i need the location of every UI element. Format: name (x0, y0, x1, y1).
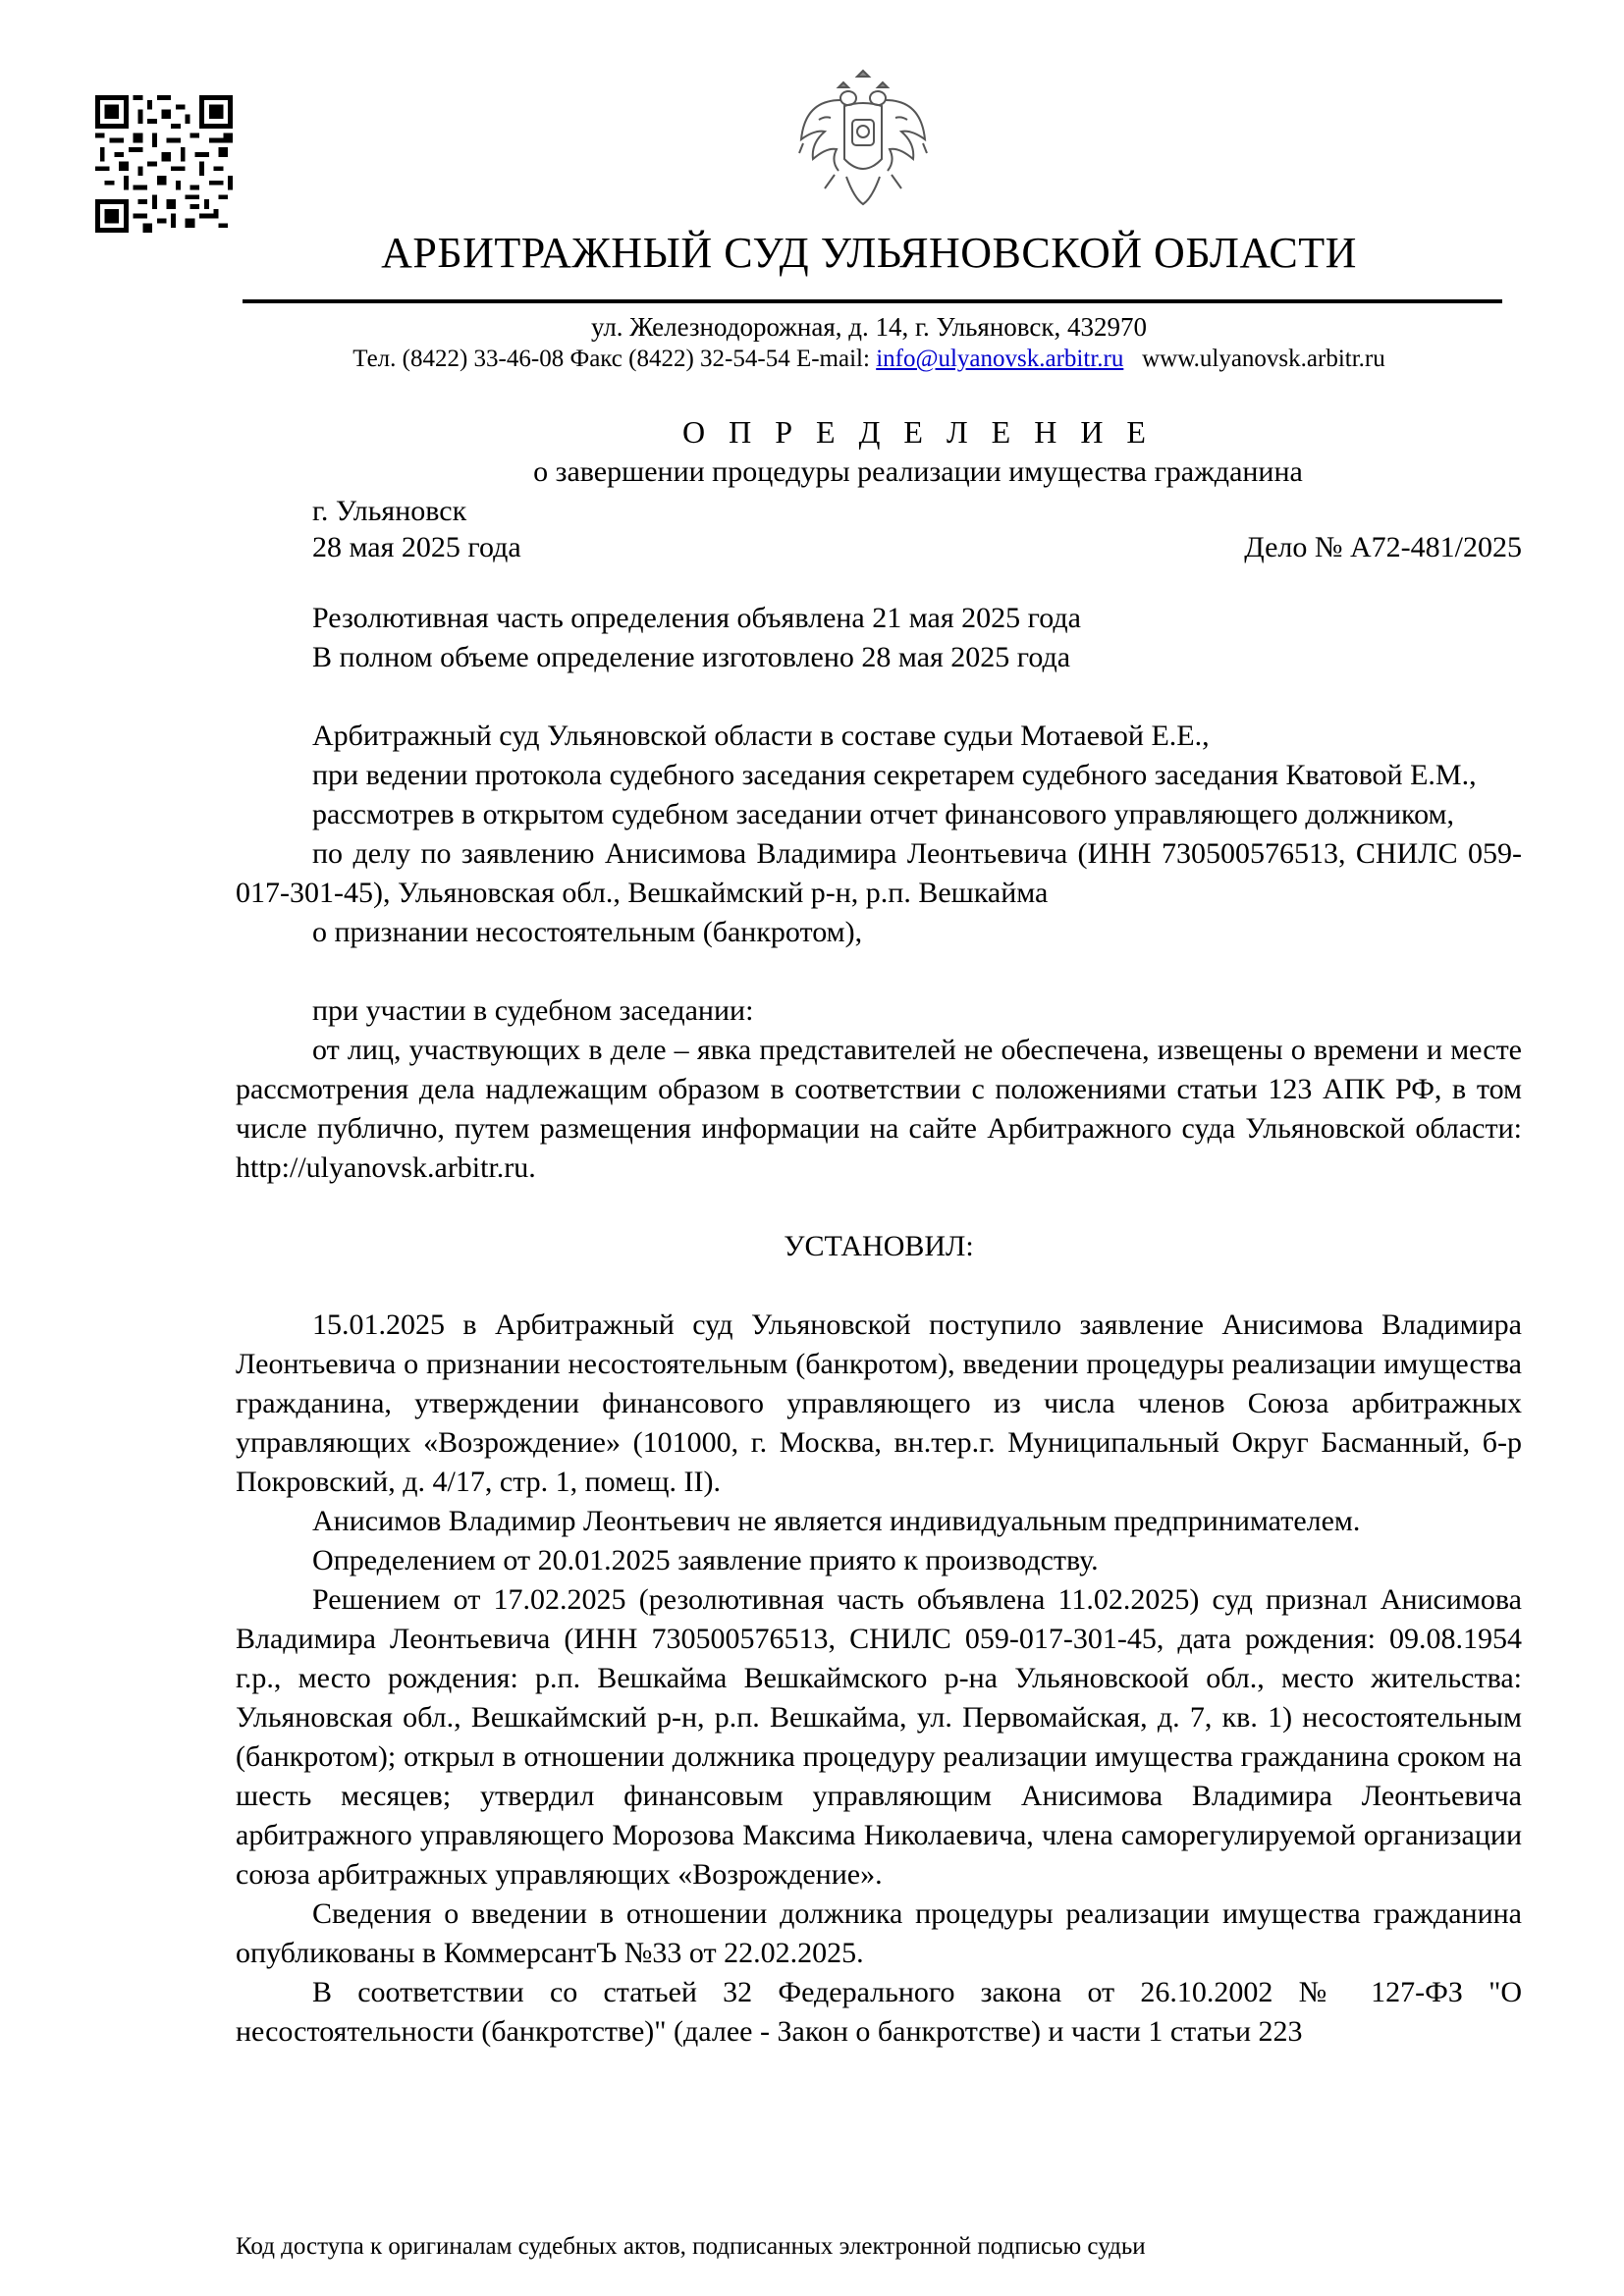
paragraph: В соответствии со статьей 32 Федерального закона от 26.10.2002 № 127-ФЗ "О несостоятельности (банкротстве)" (далее - Закон о банкротстве) и части 1 статьи 223 (236, 1976, 1522, 2048)
spacer (236, 1188, 1522, 1227)
court-name: АРБИТРАЖНЫЙ СУД УЛЬЯНОВСКОЙ ОБЛАСТИ (381, 229, 1357, 277)
section-heading-established: УСТАНОВИЛ: (784, 1230, 974, 1262)
spacer (236, 952, 1522, 991)
document-body (236, 599, 1522, 2052)
spacer (236, 1266, 1522, 1306)
email-link[interactable]: info@ulyanovsk.arbitr.ru (876, 346, 1124, 372)
document-type: О П Р Е Д Е Л Е Н И Е (682, 414, 1154, 450)
court-address: ул. Железнодорожная, д. 14, г. Ульяновск, 432970 (591, 312, 1147, 342)
document-city: г. Ульяновск (312, 495, 467, 527)
paragraph: Резолютивная часть определения объявлена 21 мая 2025 года (312, 602, 1081, 634)
contacts-phone-fax: Тел. (8422) 33-46-08 Факс (8422) 32-54-54 E-mail: (352, 346, 877, 372)
paragraph: Определением от 20.01.2025 заявление приято к производству. (312, 1544, 1099, 1576)
paragraph: от лиц, участвующих в деле – явка представителей не обеспечена, извещены о времени и месте рассмотрения дела надлежащим образом в соответствии с положениями статьи 123 АПК РФ, в том числе публично, путем размещения информации на сайте Арбитражного суда Ульяновской области: http://ulyanovsk.arbitr.ru. (236, 1034, 1522, 1184)
paragraph: В полном объеме определение изготовлено 28 мая 2025 года (312, 641, 1071, 673)
coat-of-arms-emblem (795, 61, 931, 210)
qr-code-icon (95, 95, 233, 233)
paragraph: при участии в судебном заседании: (312, 994, 754, 1027)
paragraph: о признании несостоятельным (банкротом), (312, 916, 863, 948)
footer-access-code-note: Код доступа к оригиналам судебных актов, подписанных электронной подписью судьи (236, 2233, 1146, 2260)
paragraph: Анисимов Владимир Леонтьевич не является индивидуальным предпринимателем. (312, 1505, 1361, 1537)
paragraph: при ведении протокола судебного заседания секретарем судебного заседания Кватовой Е.М., (312, 759, 1477, 791)
paragraph: Арбитражный суд Ульяновской области в составе судьи Мотаевой Е.Е., (312, 720, 1210, 752)
website-text: www.ulyanovsk.arbitr.ru (1142, 346, 1385, 372)
document-subtitle: о завершении процедуры реализации имущества гражданина (533, 455, 1303, 488)
paragraph: рассмотрев в открытом судебном заседании отчет финансового управляющего должником, (312, 798, 1454, 830)
paragraph: Решением от 17.02.2025 (резолютивная часть объявлена 11.02.2025) суд признал Анисимова Владимира Леонтьевича (ИНН 730500576513, СНИЛС 059-017-301-45, дата рождения: 09.08.1954 г.р., место рождения: р.п. Вешкайма Вешкаймского р-на Ульяновскоой обл., место жительства: Ульяновская обл., Вешкаймский р-н, р.п. Вешкайма, ул. Первомайская, д. 7, кв. 1) несостоятельным (банкротом); открыл в отношении должника процедуру реализации имущества гражданина сроком на шесть месяцев; утвердил финансовым управляющим Анисимова Владимира Леонтьевича арбитражного управляющего Морозова Максима Николаевича, члена саморегулируемой организации союза арбитражных управляющих «Возрождение». (236, 1583, 1522, 1891)
paragraph: 15.01.2025 в Арбитражный суд Ульяновской поступило заявление Анисимова Владимира Леонтьевича о признании несостоятельным (банкротом), введении процедуры реализации имущества гражданина, утверждении финансового управляющего из числа членов Союза арбитражных управляющих «Возрождение» (101000, г. Москва, вн.тер.г. Муниципальный Округ Басманный, б-р Покровский, д. 4/17, стр. 1, помещ. II). (236, 1308, 1522, 1498)
paragraph: по делу по заявлению Анисимова Владимира Леонтьевича (ИНН 730500576513, СНИЛС 059-017-301-45), Ульяновская обл., Вешкаймский р-н, р.п. Вешкайма (236, 837, 1522, 909)
court-contacts (236, 346, 1502, 373)
spacer (236, 677, 1522, 717)
paragraph: Сведения о введении в отношении должника процедуры реализации имущества гражданина опубликованы в КоммерсантЪ №33 от 22.02.2025. (236, 1897, 1522, 1969)
document-date: 28 мая 2025 года (312, 531, 521, 563)
case-number: Дело № А72-481/2025 (1244, 531, 1522, 563)
header-divider (243, 299, 1502, 303)
